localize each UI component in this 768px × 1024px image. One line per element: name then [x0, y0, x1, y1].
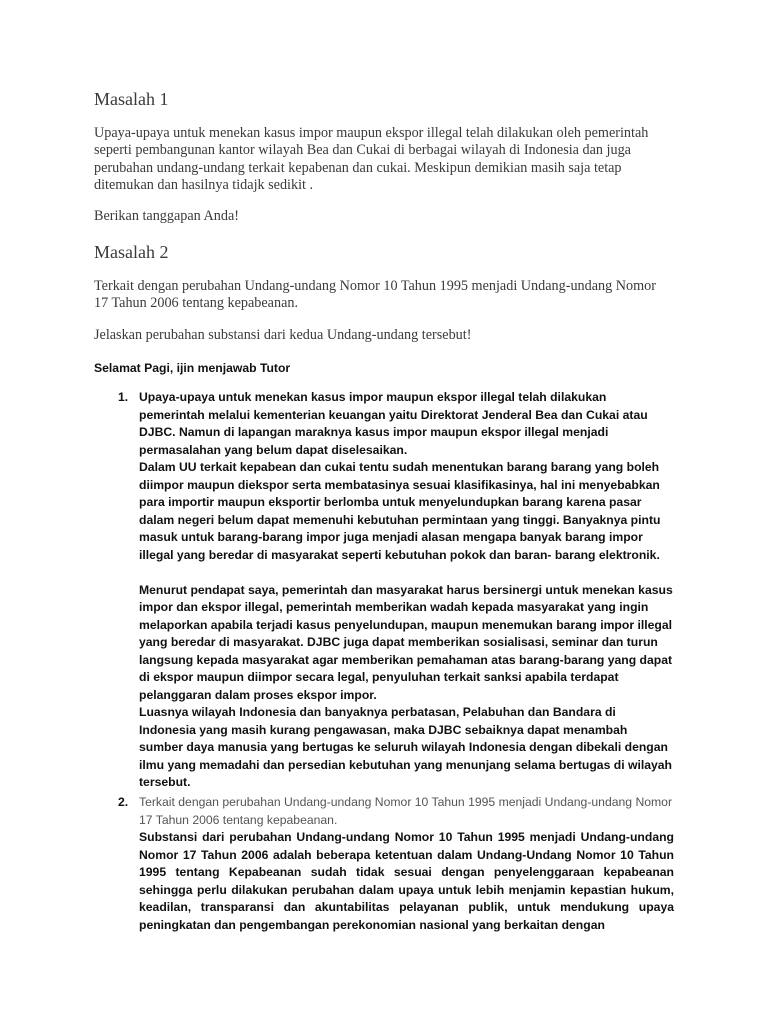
masalah-1-paragraph: Upaya-upaya untuk menekan kasus impor maupun ekspor illegal telah dilakukan oleh pemerintah seperti pembangunan kantor wilayah Bea dan Cukai di berbagai wilayah di Indonesia dan juga perubahan undang-undang terkait kepabenan dan cukai. Meskipun demikian masih saja tetap ditemukan dan hasilnya tidajk sedikit . [94, 125, 649, 194]
answer-2-number: 2. [118, 795, 129, 809]
paragraph-gap [139, 564, 674, 582]
answer-2-body [139, 794, 674, 934]
answer-1-paragraph-1: Upaya-upaya untuk menekan kasus impor maupun ekspor illegal telah dilakukan pemerintah melalui kementerian keuangan yaitu Direktorat Jenderal Bea dan Cukai atau DJBC. Namun di lapangan maraknya kasus impor maupun ekspor illegal menjadi permasalahan yang belum dapat diselesaikan. [139, 390, 648, 457]
masalah-2-prompt: Jelaskan perubahan substansi dari kedua Undang-undang tersebut! [94, 327, 472, 343]
masalah-1-prompt: Berikan tanggapan Anda! [94, 208, 239, 224]
answer-2-question: Terkait dengan perubahan Undang-undang Nomor 10 Tahun 1995 menjadi Undang-undang Nomor 17 Tahun 2006 tentang kepabeanan. [139, 795, 673, 827]
answer-1-paragraph-3: Menurut pendapat saya, pemerintah dan masyarakat harus bersinergi untuk menekan kasus impor dan ekspor illegal, pemerintah memberikan wadah kepada masyarakat yang ingin melaporkan apabila terjadi kasus penyelundupan, maupun menemukan barang impor illegal yang beredar di masyarakat. DJBC juga dapat memberikan sosialisasi, seminar dan turun langsung kepada masyarakat agar memberikan pemahaman atas barang-barang yang dapat di ekspor maupun diimpor secara legal, penyuluhan terkait sanksi apabila terdapat pelanggaran dalam proses ekspor impor. [139, 582, 673, 702]
answer-2-paragraph-1: Substansi dari perubahan Undang-undang Nomor 10 Tahun 1995 menjadi Undang-undang Nomor 17 Tahun 2006 adalah beberapa ketentuan dalam Undang-Undang Nomor 10 Tahun 1995 tentang Kepabeanan sudah tidak sesuai dengan penyelenggaraan kepabeanan sehingga perlu dilakukan perubahan dalam upaya untuk lebih menjamin kepastian hukum, keadilan, transparansi dan akuntabilitas pelayanan publik, untuk mendukung upaya peningkatan dan pengembangan perekonomian nasional yang berkaitan dengan [139, 830, 674, 932]
answer-1-body [139, 389, 674, 792]
answer-1-paragraph-4: Luasnya wilayah Indonesia dan banyaknya perbatasan, Pelabuhan dan Bandara di Indonesia yang masih kurang pengawasan, maka DJBC sebaiknya dapat menambah sumber daya manusia yang bertugas ke seluruh wilayah Indonesia dengan dibekali dengan ilmu yang memadahi dan persedian kebutuhan yang menunjang selama bertugas di wilayah tersebut. [139, 705, 673, 789]
masalah-2-heading: Masalah 2 [94, 242, 169, 262]
masalah-1-heading: Masalah 1 [94, 89, 169, 109]
answer-1-number: 1. [118, 390, 129, 404]
masalah-2-paragraph: Terkait dengan perubahan Undang-undang Nomor 10 Tahun 1995 menjadi Undang-undang Nomor 17 Tahun 2006 tentang kepabeanan. [94, 278, 656, 312]
answer-1-paragraph-2: Dalam UU terkait kepabean dan cukai tentu sudah menentukan barang barang yang boleh diimpor maupun diekspor serta membatasinya sesuai klasifikasinya, hal ini menyebabkan para importir maupun eksportir berlomba untuk menyelundupkan barang karena pasar dalam negeri belum dapat memenuhi kebutuhan permintaan yang tinggi. Banyaknya pintu masuk untuk barang-barang impor juga menjadi alasan mengapa banyak barang impor illegal yang beredar di masyarakat seperti kebutuhan pokok dan baran- barang elektronik. [139, 460, 661, 562]
answer-greeting: Selamat Pagi, ijin menjawab Tutor [94, 361, 291, 375]
